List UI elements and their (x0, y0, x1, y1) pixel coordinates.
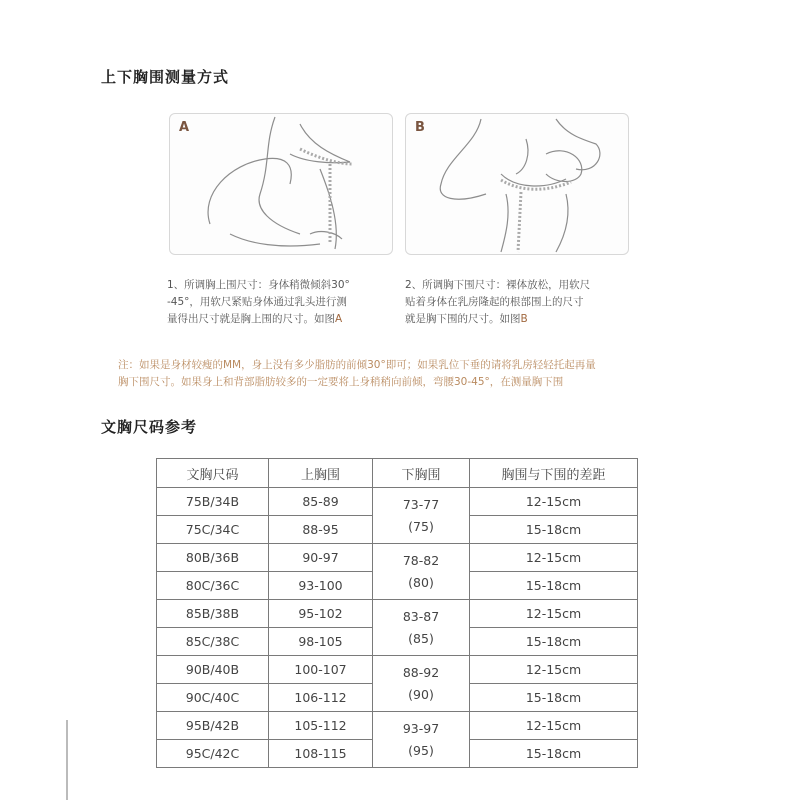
header-upper-bust: 上胸围 (269, 459, 373, 488)
size-cell: 85C/38C (157, 628, 269, 656)
caption-a-ref: A (335, 313, 343, 325)
upper-bust-caption (167, 277, 399, 328)
under-bust-mid: (95) (408, 742, 434, 758)
measure-section-title: 上下胸围测量方式 (101, 68, 230, 86)
under-bust-cell (373, 712, 470, 768)
upper-bust-cell: 88-95 (269, 516, 373, 544)
under-bust-cell (373, 544, 470, 600)
caption-a-line: 1、所调胸上围尺寸：身体稍微倾斜30° (167, 279, 350, 291)
difference-cell: 15-18cm (470, 516, 638, 544)
margin-divider (66, 720, 68, 800)
upper-bust-cell: 106-112 (269, 684, 373, 712)
panel-b-letter: B (415, 120, 425, 135)
caption-b-line: 贴着身体在乳房隆起的根部围上的尺寸 (405, 296, 584, 308)
upper-bust-cell: 98-105 (269, 628, 373, 656)
size-section-title: 文胸尺码参考 (101, 418, 198, 436)
caption-b-line: 2、所调胸下围尺寸：裸体放松，用软尺 (405, 279, 591, 291)
under-bust-mid: (85) (408, 630, 434, 646)
difference-cell: 15-18cm (470, 740, 638, 768)
under-bust-range: 88-92 (402, 664, 440, 680)
table-row (157, 656, 638, 684)
difference-cell: 15-18cm (470, 628, 638, 656)
table-row (157, 712, 638, 740)
under-bust-mid: (75) (408, 518, 434, 534)
upper-bust-measure-illustration (170, 114, 392, 254)
note-line: 胸下围尺寸。如果身上和背部脂肪较多的一定要将上身稍稍向前倾，弯腰30-45°，在测量胸下围 (118, 376, 564, 388)
difference-cell: 12-15cm (470, 488, 638, 516)
panel-a-letter: A (179, 120, 190, 135)
upper-bust-cell: 105-112 (269, 712, 373, 740)
caption-b-text: 就是胸下围的尺寸。如图 (405, 313, 521, 325)
header-size: 文胸尺码 (157, 459, 269, 488)
measurement-note (118, 357, 698, 391)
under-bust-measure-illustration (406, 114, 628, 254)
caption-a-text: 量得出尺寸就是胸上围的尺寸。如图 (167, 313, 335, 325)
under-bust-cell (373, 600, 470, 656)
size-cell: 75B/34B (157, 488, 269, 516)
under-bust-range: 78-82 (402, 552, 440, 568)
under-bust-caption (405, 277, 645, 328)
size-cell: 75C/34C (157, 516, 269, 544)
table-row (157, 600, 638, 628)
illustration-panel-b (405, 113, 629, 255)
under-bust-mid: (80) (408, 574, 434, 590)
under-bust-cell (373, 656, 470, 712)
note-line: 注：如果是身材较瘦的MM，身上没有多少脂肪的前倾30°即可；如果乳位下垂的请将乳房轻轻托起再量 (118, 359, 596, 371)
table-header-row (157, 459, 638, 488)
header-under-bust: 下胸围 (373, 459, 470, 488)
under-bust-cell (373, 488, 470, 544)
difference-cell: 12-15cm (470, 712, 638, 740)
difference-cell: 15-18cm (470, 572, 638, 600)
under-bust-range: 73-77 (402, 496, 440, 512)
size-cell: 80B/36B (157, 544, 269, 572)
size-cell: 90B/40B (157, 656, 269, 684)
caption-a-line (167, 311, 399, 328)
upper-bust-cell: 100-107 (269, 656, 373, 684)
difference-cell: 12-15cm (470, 600, 638, 628)
bra-size-table (156, 458, 638, 768)
under-bust-mid: (90) (408, 686, 434, 702)
illustration-panel-a (169, 113, 393, 255)
difference-cell: 12-15cm (470, 544, 638, 572)
size-cell: 90C/40C (157, 684, 269, 712)
upper-bust-cell: 85-89 (269, 488, 373, 516)
size-cell: 95C/42C (157, 740, 269, 768)
under-bust-range: 83-87 (402, 608, 440, 624)
upper-bust-cell: 108-115 (269, 740, 373, 768)
difference-cell: 12-15cm (470, 656, 638, 684)
table-row (157, 488, 638, 516)
upper-bust-cell: 93-100 (269, 572, 373, 600)
caption-b-line (405, 311, 645, 328)
table-row (157, 544, 638, 572)
under-bust-range: 93-97 (402, 720, 440, 736)
upper-bust-cell: 95-102 (269, 600, 373, 628)
size-cell: 85B/38B (157, 600, 269, 628)
size-cell: 95B/42B (157, 712, 269, 740)
caption-a-line: -45°，用软尺紧贴身体通过乳头进行测 (167, 296, 347, 308)
upper-bust-cell: 90-97 (269, 544, 373, 572)
header-difference: 胸围与下围的差距 (470, 459, 638, 488)
size-cell: 80C/36C (157, 572, 269, 600)
difference-cell: 15-18cm (470, 684, 638, 712)
caption-b-ref: B (520, 313, 528, 325)
